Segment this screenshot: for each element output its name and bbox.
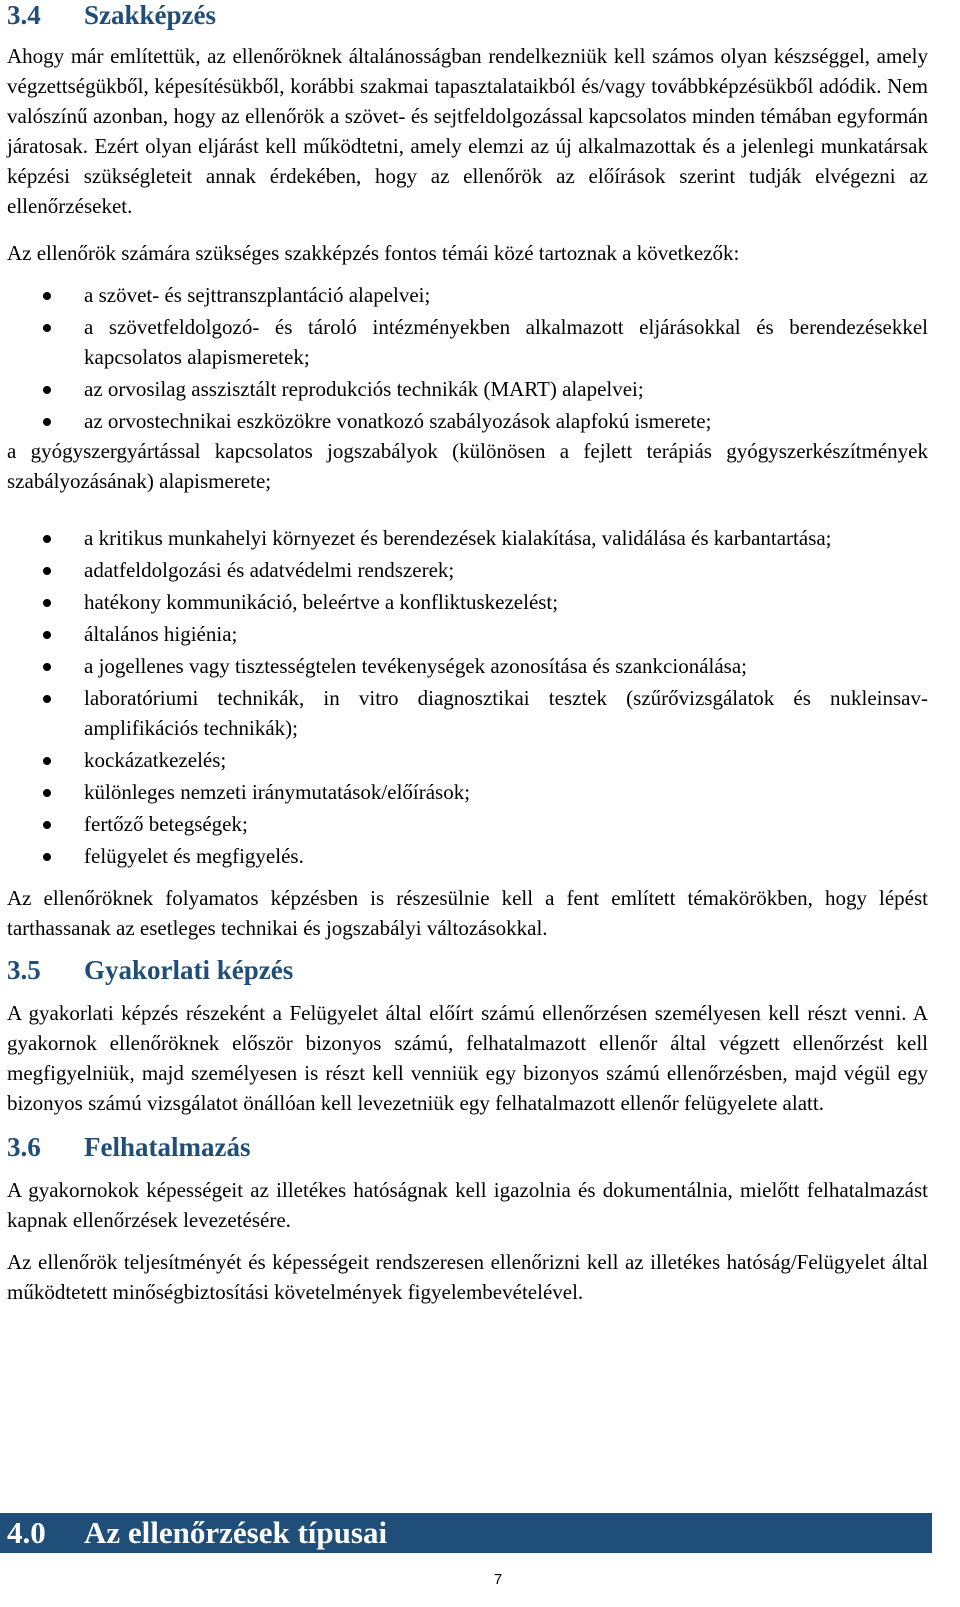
section-3-6-heading bbox=[7, 1132, 928, 1163]
list-item: az orvosilag asszisztált reprodukciós technikák (MART) alapelvei; bbox=[7, 374, 928, 404]
chapter-banner bbox=[0, 1513, 932, 1553]
section-title: Szakképzés bbox=[84, 0, 217, 30]
list-item: laboratóriumi technikák, in vitro diagnosztikai tesztek (szűrővizsgálatok és nukleinsav-amplifikációs technikák); bbox=[7, 683, 928, 743]
paragraph: a gyógyszergyártással kapcsolatos jogszabályok (különösen a fejlett terápiás gyógyszerkészítmények szabályozásának) alapismerete; bbox=[7, 439, 928, 493]
list-item: a kritikus munkahelyi környezet és berendezések kialakítása, validálása és karbantartása; bbox=[7, 523, 928, 553]
chapter-number: 4.0 bbox=[7, 1515, 46, 1550]
list-item: a szövet- és sejttranszplantáció alapelvei; bbox=[7, 280, 928, 310]
list-item: az orvostechnikai eszközökre vonatkozó szabályozások alapfokú ismerete; bbox=[7, 406, 928, 436]
section-number: 3.5 bbox=[7, 955, 41, 985]
list-item: fertőző betegségek; bbox=[7, 809, 928, 839]
list-item: felügyelet és megfigyelés. bbox=[7, 841, 928, 871]
paragraph: A gyakorlati képzés részeként a Felügyelet által előírt számú ellenőrzésen személyesen kell részt venni. A gyakornok ellenőröknek először bizonyos számú, felhatalmazott ellenőr által végzett ellenőrzést kell megfigyelniük, majd személyesen is részt kell venniük egy bizonyos számú ellenőrzésben, majd végül egy bizonyos számú vizsgálatot önállóan kell levezetniük egy felhatalmazott ellenőr felügyelete alatt. bbox=[7, 1001, 928, 1115]
page-number: 7 bbox=[493, 1571, 503, 1588]
paragraph: Az ellenőröknek folyamatos képzésben is részesülnie kell a fent említett témakörökben, hogy lépést tarthassanak az esetleges technikai és jogszabályi változásokkal. bbox=[7, 886, 928, 940]
paragraph: A gyakornokok képességeit az illetékes hatóságnak kell igazolnia és dokumentálnia, mielőtt felhatalmazást kapnak ellenőrzések levezetésére. bbox=[7, 1178, 928, 1232]
section-title: Gyakorlati képzés bbox=[84, 955, 294, 985]
section-3-5-heading bbox=[7, 955, 928, 986]
chapter-heading bbox=[0, 1513, 932, 1553]
list-item: különleges nemzeti iránymutatások/előírások; bbox=[7, 777, 928, 807]
list-item: általános higiénia; bbox=[7, 619, 928, 649]
paragraph: Az ellenőrök teljesítményét és képességeit rendszeresen ellenőrizni kell az illetékes hatóság/Felügyelet által működtetett minőségbiztosítási követelmények figyelembevételével. bbox=[7, 1250, 928, 1304]
section-number: 3.6 bbox=[7, 1132, 41, 1162]
bullet-list bbox=[7, 523, 928, 871]
section-number: 3.4 bbox=[7, 0, 41, 30]
section-3-4-heading bbox=[7, 0, 928, 31]
document-page bbox=[7, 0, 928, 1307]
chapter-title: Az ellenőrzések típusai bbox=[84, 1515, 388, 1550]
paragraph: Ahogy már említettük, az ellenőröknek általánosságban rendelkezniük kell számos olyan készséggel, amely végzettségükből, képesítésükből, korábbi szakmai tapasztalataikból és/vagy továbbképzésükből adódik. Nem valószínű azonban, hogy az ellenőrök a szövet- és sejtfeldolgozással kapcsolatos minden témában egyformán járatosak. Ezért olyan eljárást kell működtetni, amely elemzi az új alkalmazottak és a jelenlegi munkatársak képzési szükségleteit annak érdekében, hogy az ellenőrök az előírások szerint tudják elvégezni az ellenőrzéseket. bbox=[7, 44, 928, 218]
list-item: kockázatkezelés; bbox=[7, 745, 928, 775]
bullet-list bbox=[7, 280, 928, 436]
list-item: a szövetfeldolgozó- és tároló intézményekben alkalmazott eljárásokkal és berendezésekkel kapcsolatos alapismeretek; bbox=[7, 312, 928, 372]
list-item: hatékony kommunikáció, beleértve a konfliktuskezelést; bbox=[7, 587, 928, 617]
list-item: adatfeldolgozási és adatvédelmi rendszerek; bbox=[7, 555, 928, 585]
section-title: Felhatalmazás bbox=[84, 1132, 251, 1162]
list-item: a jogellenes vagy tisztességtelen tevékenységek azonosítása és szankcionálása; bbox=[7, 651, 928, 681]
paragraph: Az ellenőrök számára szükséges szakképzés fontos témái közé tartoznak a következők: bbox=[7, 241, 740, 265]
